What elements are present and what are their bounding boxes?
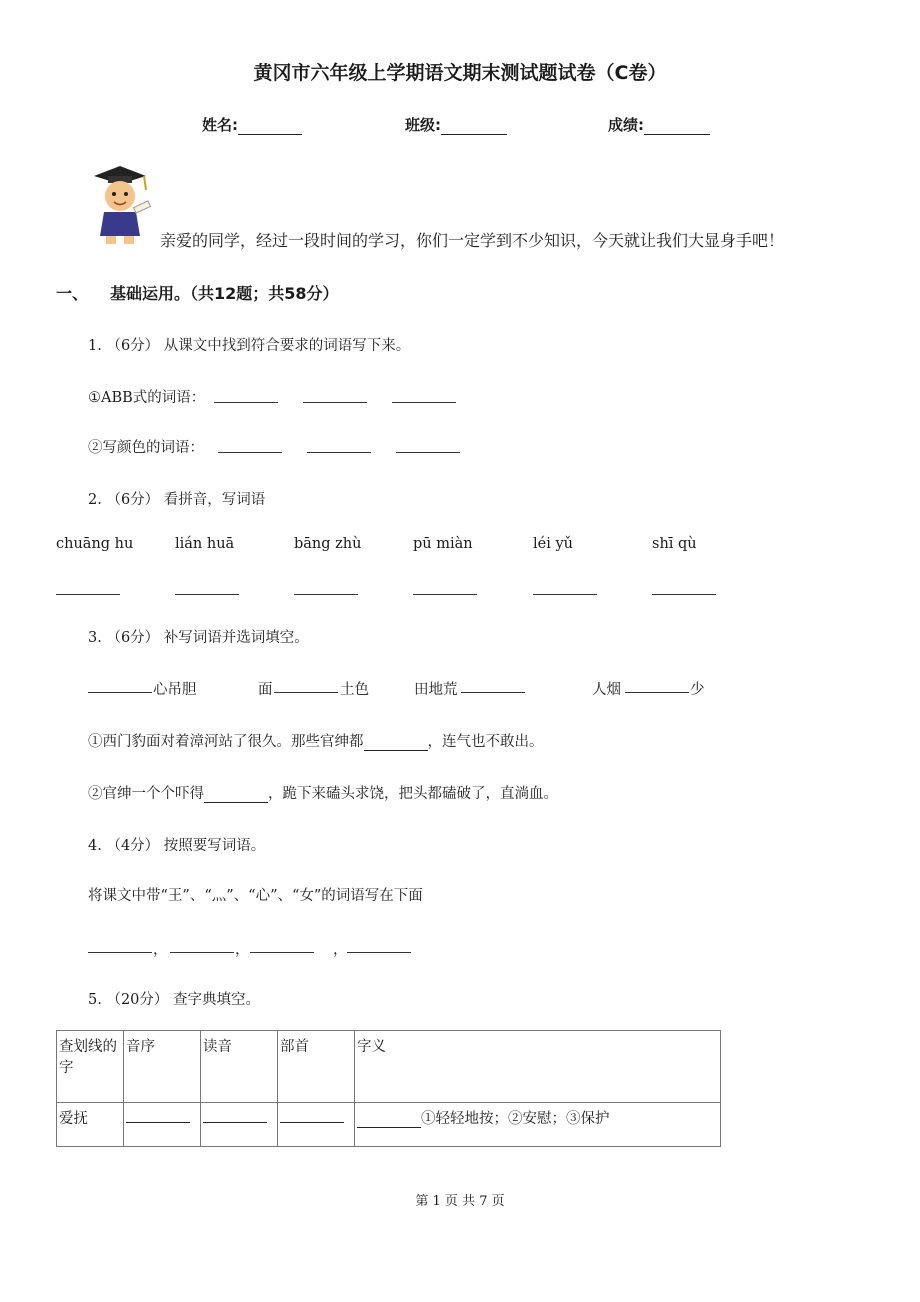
score-field[interactable] <box>608 114 710 135</box>
question-4: 4. （4分） 按照要写词语。 <box>88 838 266 854</box>
pinyin-answer-blank[interactable] <box>533 594 597 595</box>
meaning-blank[interactable] <box>357 1113 421 1128</box>
q1-abb-label: ①ABB式的词语： <box>88 390 206 406</box>
q3-s2-blank[interactable] <box>204 788 268 803</box>
pinyin-item: pū miàn <box>413 536 473 552</box>
header-cell: 字义 <box>355 1031 721 1103</box>
pinyin-answer-blank[interactable] <box>413 594 477 595</box>
q3-word-1: 心吊胆 <box>153 682 197 698</box>
q3-blank[interactable] <box>88 692 152 693</box>
section-heading <box>56 281 339 304</box>
class-label: 班级: <box>405 116 441 134</box>
q1-color-label: ②写颜色的词语： <box>88 440 204 456</box>
q3-blank[interactable] <box>274 692 338 693</box>
pinyin-item: lián huā <box>175 536 235 552</box>
q3-word-4b: 少 <box>690 682 705 698</box>
table-header-row <box>57 1031 721 1103</box>
q4-blank[interactable] <box>347 952 411 953</box>
q3-word-4a: 人烟 <box>592 682 621 698</box>
answer-cell[interactable] <box>278 1103 355 1147</box>
pinyin-answer-blank[interactable] <box>56 594 120 595</box>
student-mascot-illustration <box>88 164 152 246</box>
q3-blank[interactable] <box>461 692 525 693</box>
pinyin-item: shī qù <box>652 536 697 552</box>
question-2: 2. （6分） 看拼音，写词语 <box>88 492 266 508</box>
q3-s1-end: ，连气也不敢出。 <box>427 734 544 750</box>
table-row <box>57 1103 721 1147</box>
q4-blank[interactable] <box>88 952 152 953</box>
pinyin-answer-blank[interactable] <box>652 594 716 595</box>
q1-line-color <box>88 436 204 457</box>
header-cell: 部首 <box>278 1031 355 1103</box>
q3-s2-end: ，跪下来磕头求饶，把头都磕破了，直淌血。 <box>268 786 558 802</box>
meaning-options: ①轻轻地按；②安慰；③保护 <box>421 1111 610 1127</box>
q3-word-2b: 土色 <box>340 682 369 698</box>
greeting-text: 亲爱的同学，经过一段时间的学习，你们一定学到不少知识，今天就让我们大显身手吧！ <box>160 231 785 250</box>
pinyin-item: bāng zhù <box>294 536 362 552</box>
question-5: 5. （20分） 查字典填空。 <box>88 992 261 1008</box>
row-character: 爱抚 <box>57 1103 124 1147</box>
q1-blank[interactable] <box>218 452 282 453</box>
score-label: 成绩: <box>608 116 644 134</box>
question-1: 1. （6分） 从课文中找到符合要求的词语写下来。 <box>88 338 411 354</box>
q1-blank[interactable] <box>303 402 367 403</box>
pinyin-answer-blank[interactable] <box>175 594 239 595</box>
q1-blank[interactable] <box>307 452 371 453</box>
class-field[interactable] <box>405 114 507 135</box>
pinyin-item: chuāng hu <box>56 536 134 552</box>
name-field[interactable] <box>202 114 302 135</box>
dictionary-table <box>56 1030 721 1147</box>
q4-separator: ， <box>333 942 348 958</box>
q3-s1-blank[interactable] <box>364 736 428 751</box>
header-cell: 读音 <box>201 1031 278 1103</box>
pinyin-answer-blank[interactable] <box>294 594 358 595</box>
q1-blank[interactable] <box>396 452 460 453</box>
q1-blank[interactable] <box>214 402 278 403</box>
q4-instruction: 将课文中带“王”、“灬”、“心”、“女”的词语写在下面 <box>88 888 423 904</box>
page-footer: 第 1 页 共 7 页 <box>415 1194 505 1209</box>
q3-word-2a: 面 <box>258 682 273 698</box>
page-title: 黄冈市六年级上学期语文期末测试题试卷（C卷） <box>253 62 667 84</box>
meaning-cell <box>355 1103 721 1147</box>
q3-word-3: 田地荒 <box>414 682 458 698</box>
q3-s2-start: ②官绅一个个吓得 <box>88 786 204 802</box>
question-3: 3. （6分） 补写词语并选词填空。 <box>88 630 309 646</box>
name-label: 姓名: <box>202 116 238 134</box>
answer-cell[interactable] <box>201 1103 278 1147</box>
q4-separator: ， <box>153 942 168 958</box>
pinyin-item: léi yǔ <box>533 536 573 552</box>
q3-blank[interactable] <box>625 692 689 693</box>
q1-blank[interactable] <box>392 402 456 403</box>
header-cell: 查划线的字 <box>57 1031 124 1103</box>
q1-line-abb <box>88 386 205 407</box>
section-title: 基础运用。（共12题；共58分） <box>110 284 339 303</box>
answer-cell[interactable] <box>124 1103 201 1147</box>
q3-sentence-2 <box>88 782 558 803</box>
q3-sentence-1 <box>88 730 544 751</box>
q4-blank[interactable] <box>250 952 314 953</box>
section-number: 一、 <box>56 284 89 303</box>
q3-s1-start: ①西门豹面对着漳河站了很久。那些官绅都 <box>88 734 364 750</box>
header-cell: 音序 <box>124 1031 201 1103</box>
q4-separator: ， <box>235 942 250 958</box>
q4-blank[interactable] <box>170 952 234 953</box>
